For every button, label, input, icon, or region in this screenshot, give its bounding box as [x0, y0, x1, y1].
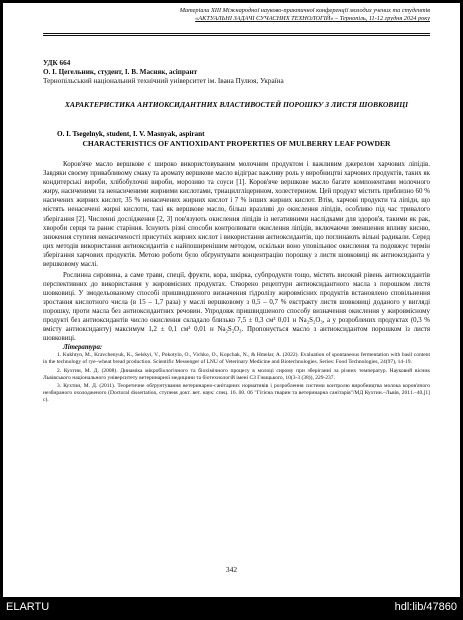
conference-header — [43, 7, 430, 23]
paragraph-1: Коров'яче масло вершкове є широко використовуваним молочним продуктом і важливим джерелом харчових ліпідів. Завдяки своєму привабливому смаку та аромату вершкове масло відіграє важливу роль у виробництві харчових продуктів, таких як кондитерські вироби, хлібобулочні вироби, морозиво та соуси [1]. Коров'яче вершкове масло багате компонентами молочного жиру, насиченими та ненасиченими жирними кислотами, триацилгліцерином, холестерином. Цей продукт містить приблизно 60 % насичених жирних кислот, 35 % ненасичених жирних кислот і 7 % інших жирних кислот. Втім, харчові продукти та ліпіди, що містять ненасичені жирні кислоти, такі як вершкове масло, більш вразливі до окислення ліпідів, особливо під час тривалого зберігання [2]. Численні дослідження [2, 3] пов'язують окислення ліпідів із негативними наслідками для здоров'я, такими як рак, хвороби серця та раннє старіння. Існують різні способи контролювати окислення ліпідів, включаючи зменшення впливу кисню, зниження ступеня ненасиченості присутніх жирних кислот і використання антиоксидантів, що поглинають вільні радикали. Серед цих методів використання антиоксидантів є найпоширенішим методом, оскільки воно уповільнює окислення та подовжує термін зберігання харчових продуктів. Метою роботи було обґрунтувати концентрацію порошку з листя шовковиці як антиоксиданта у вершковому маслі. — [43, 161, 430, 269]
handle-link[interactable]: hdl:lib/47860 — [394, 600, 457, 613]
title-en: CHARACTERISTICS OF ANTIOXIDANT PROPERTIES OF MULBERRY LEAF POWDER — [82, 139, 391, 148]
reference-item: 2. Кухтин, М. Д. (2008). Динаміка мікробіологічного та біохімічного процесу в молоці сирому при зберіганні за різних температур. Науковий вісник Львівського національного університету ветеринарної медицини та біотехнологій імені СЗ Гжицького, 10(3-3 (38)), 229-237. — [43, 367, 430, 381]
reference-item: 1. Kukhtyn, M., Kravchenyuk, K., Selskyi, V., Pokotylo, O., Vichko, O., Kopchak, N., & Hmelar, A. (2022). Evaluation of spontaneous fermentation with basil content in the technology of rye–wheat bread production. Scientific Messenger of LNU of Veterinary Medicine and Biotechnologies. Series: Food Technologies, 24(97), 14-19. — [43, 352, 430, 366]
authors-en: O. I. Tsegelnyk, student, I. V. Masnyak, aspirant — [57, 130, 205, 138]
repository-footer — [0, 595, 463, 620]
title-ua: ХАРАКТЕРИСТИКА АНТИОКСИДАНТНИХ ВЛАСТИВОСТЕЙ ПОРОШКУ З ЛИСТЯ ШОВКОВИЦІ — [64, 100, 409, 109]
repository-name: ELARTU — [6, 600, 50, 613]
udk-code: УДК 664 — [43, 59, 71, 67]
header-divider — [43, 33, 430, 36]
article-body — [43, 160, 430, 406]
paragraph-2: Рослинна сировина, а саме трави, спеції, фрукти, кора, шкірка, субпродукти тощо, містять високий рівень антиоксидантів перспективних до використання у жировмісних продуктах. Створено рецептури антиоксидантного масла з порошком листя шовковиці. У змодельованому способі пришвидшеного визначення гідролізу жировмісних продуктів встановлено сповільнення зростання кислотного числа (в 15 – 1,7 раза) у маслі вершковому з 0,5 – 0,7 % екстракту листя шовковиці доданого у вигляді порошку, проти масла без антиоксидантних речовин. Упродовж пришвидшеного способу визначення окислення у жировмісному продукті без антиоксидантів число окислення складало близько 7,5 ± 0,3 см³ 0,01 н Na₂S₂O₃, а у розроблених продуктах (0,3 % вмісту антиоксиданту) максимум 1,2 ± 0,1 см³ 0,01 н Na₂S₂O₃. Пропонується масло з антиоксидантом порошком із листя шовковиці. — [43, 271, 430, 343]
references-heading: Література: — [63, 344, 103, 352]
page-number: 342 — [225, 565, 238, 574]
header-line-2: «АКТУАЛЬНІ ЗАДАЧІ СУЧАСНИХ ТЕХНОЛОГІЙ» – Тернопіль, 11-12 грудня 2024 року — [195, 15, 430, 22]
article-meta — [43, 59, 430, 86]
authors-ua: О. І. Цегельник, студент, І. В. Масняк, асіпрант — [43, 68, 198, 76]
references-list — [43, 352, 430, 404]
reference-item: 3. Кухтин, М. Д. (2011). Теоретичне обґрунтування ветеринарно-санітарних нормативів і розроблення системи контролю виробництва молока коров'ячого незбираного охолодженого (Doctoral dissertation, ступеня докт. вет. наук: спец. 16. 00. 06 "Гігієна тварин та ветеринарна санітарія"/МД Кухтин.–Львів, 2011.–40,[1] с). — [43, 383, 430, 404]
header-line-1: Матеріали XIII Міжнародної науково-практичної конференції молодих учених та студентів — [179, 7, 430, 14]
paper-page — [3, 3, 460, 597]
affiliation: Тернопільський національний технічний університет ім. Івана Пулюя, Україна — [43, 77, 284, 85]
